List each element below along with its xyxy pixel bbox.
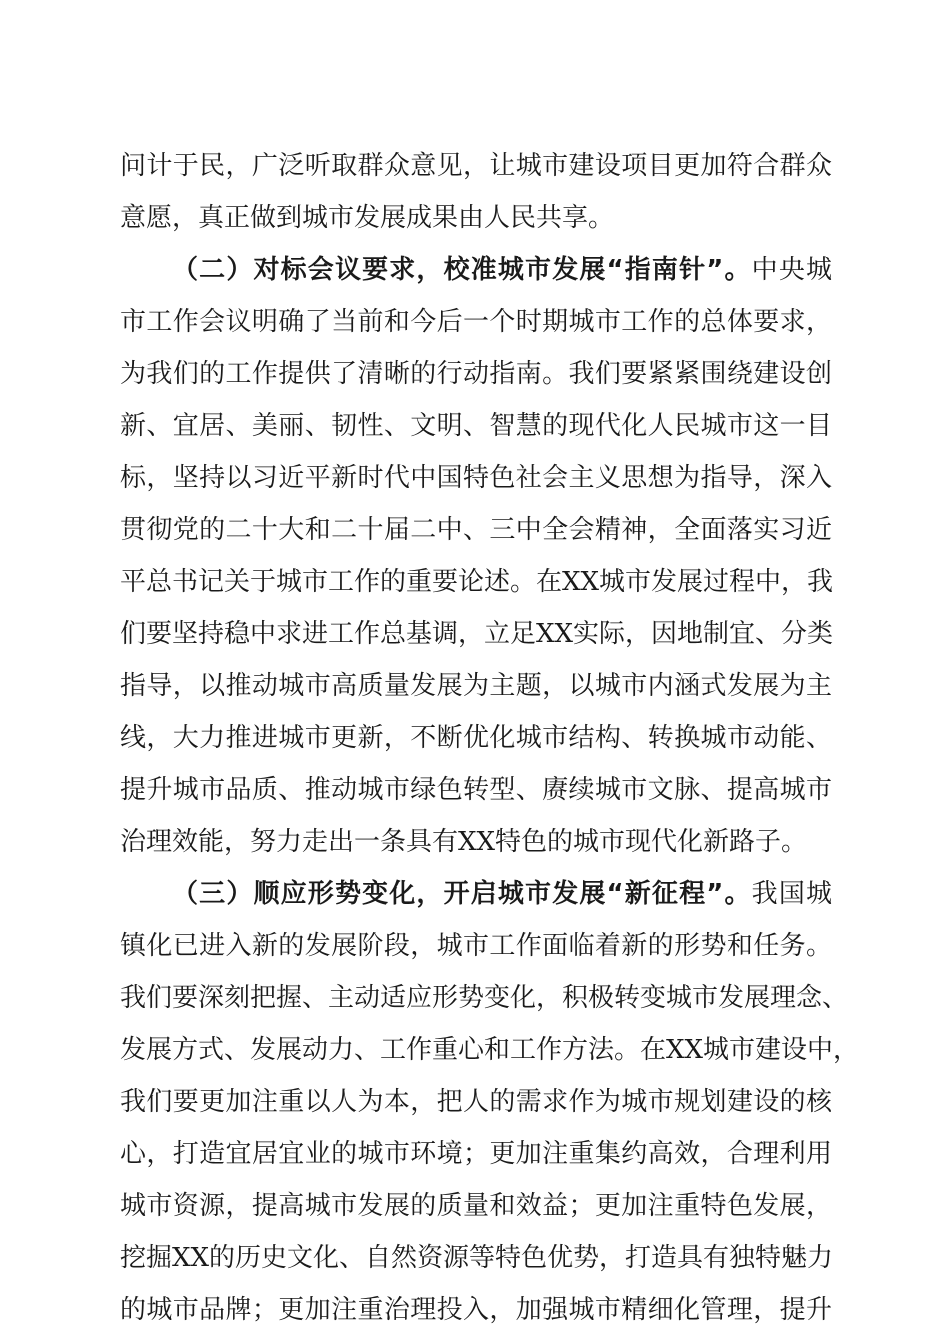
paragraph-line: 为我们的工作提供了清晰的行动指南。我们要紧紧围绕建设创 [120, 359, 832, 389]
paragraph-line: 市工作会议明确了当前和今后一个时期城市工作的总体要求， [120, 307, 832, 337]
paragraph-line: 我们要更加注重以人为本，把人的需求作为城市规划建设的核 [120, 1087, 832, 1117]
paragraph-line: 我们要深刻把握、主动适应形势变化，积极转变城市发展理念、 [120, 983, 849, 1013]
paragraph-line: 新、宜居、美丽、韧性、文明、智慧的现代化人民城市这一目 [120, 411, 832, 441]
paragraph-line: 们要坚持稳中求进工作总基调，立足XX实际，因地制宜、分类 [120, 619, 834, 649]
section-text: 中央城 [751, 255, 832, 285]
paragraph-line: 提升城市品质、推动城市绿色转型、赓续城市文脉、提高城市 [120, 775, 832, 805]
paragraph-line: 挖掘XX的历史文化、自然资源等特色优势，打造具有独特魅力 [120, 1243, 834, 1273]
paragraph-line: 镇化已进入新的发展阶段，城市工作面临着新的形势和任务。 [120, 931, 832, 961]
section-text: 我国城 [751, 879, 832, 909]
paragraph-line: 贯彻党的二十大和二十届二中、三中全会精神，全面落实习近 [120, 515, 832, 545]
section-heading: （二）对标会议要求，校准城市发展“指南针”。 [172, 255, 752, 285]
section-first-line [120, 868, 832, 920]
paragraph-line: 指导，以推动城市高质量发展为主题，以城市内涵式发展为主 [120, 671, 832, 701]
section-heading: （三）顺应形势变化，开启城市发展“新征程”。 [172, 879, 752, 909]
paragraph-line: 问计于民，广泛听取群众意见，让城市建设项目更加符合群众 [120, 151, 832, 181]
paragraph-line: 平总书记关于城市工作的重要论述。在XX城市发展过程中，我 [120, 567, 834, 597]
paragraph-line: 线，大力推进城市更新，不断优化城市结构、转换城市动能、 [120, 723, 832, 753]
paragraph-line: 的城市品牌；更加注重治理投入，加强城市精细化管理，提升 [120, 1295, 832, 1325]
paragraph-line: 城市资源，提高城市发展的质量和效益；更加注重特色发展， [120, 1191, 832, 1221]
paragraph-line: 发展方式、发展动力、工作重心和工作方法。在XX城市建设中， [120, 1035, 860, 1065]
section-first-line [120, 244, 832, 296]
paragraph-line: 意愿，真正做到城市发展成果由人民共享。 [120, 203, 615, 233]
paragraph-line: 标，坚持以习近平新时代中国特色社会主义思想为指导，深入 [120, 463, 832, 493]
paragraph-line: 心，打造宜居宜业的城市环境；更加注重集约高效，合理利用 [120, 1139, 832, 1169]
document-body [120, 140, 860, 1336]
paragraph-line: 治理效能，努力走出一条具有XX特色的城市现代化新路子。 [120, 827, 808, 857]
